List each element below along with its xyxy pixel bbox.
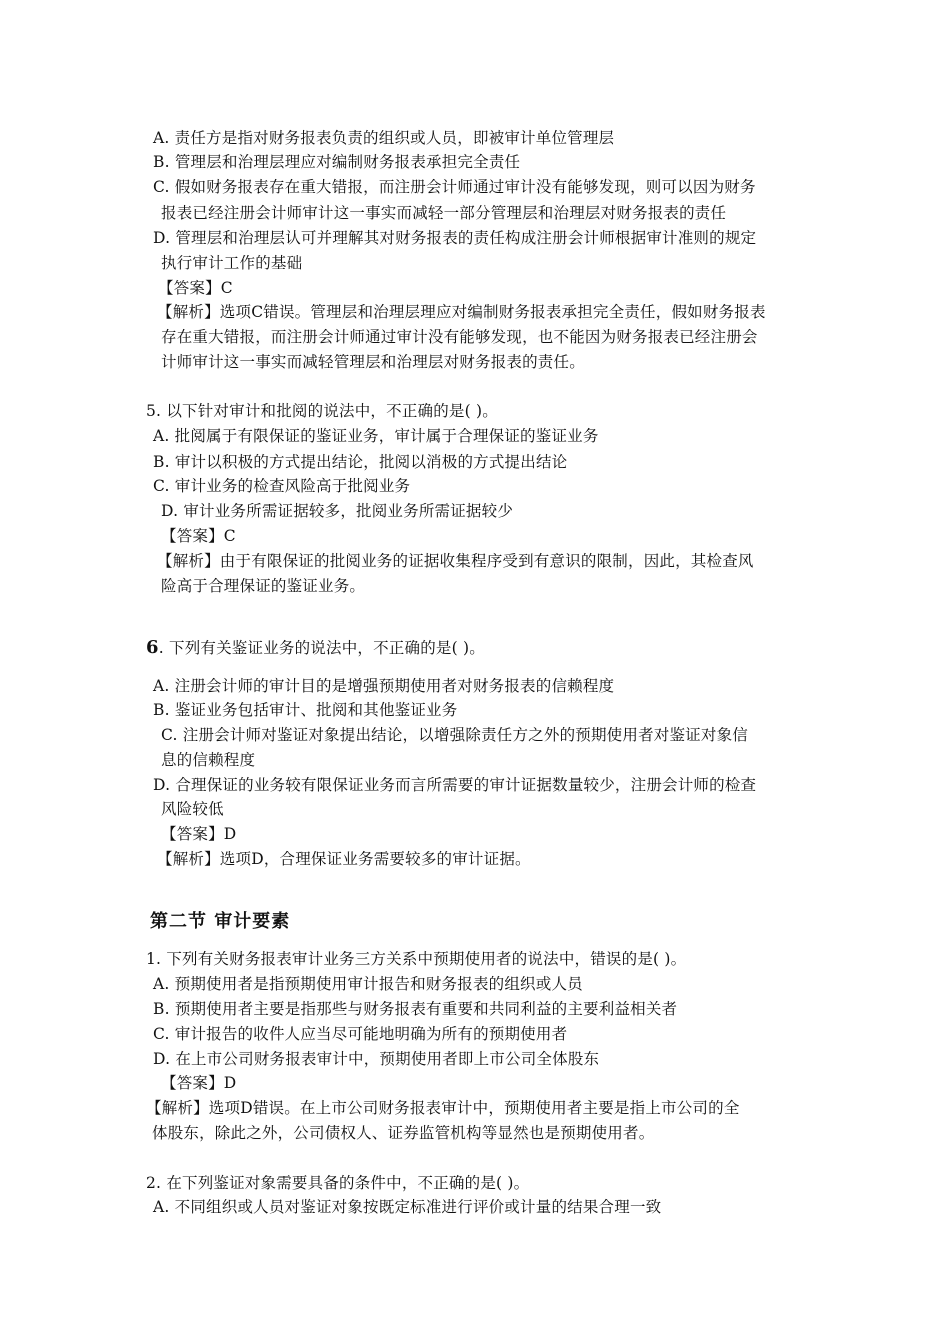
option-b: B. 预期使用者主要是指那些与财务报表有重要和共同利益的主要利益相关者	[153, 1000, 678, 1018]
question-number: 6	[146, 637, 159, 658]
answer: 【答案】C	[161, 527, 236, 545]
option-a: A. 责任方是指对财务报表负责的组织或人员，即被审计单位管理层	[153, 129, 615, 147]
question-text: 2. 在下列鉴证对象需要具备的条件中，不正确的是( )。	[146, 1174, 530, 1192]
answer: 【答案】D	[161, 825, 237, 843]
option-c: C. 审计报告的收件人应当尽可能地明确为所有的预期使用者	[153, 1025, 568, 1043]
option-d-cont: 风险较低	[161, 800, 224, 818]
option-d: D. 管理层和治理层认可并理解其对财务报表的责任构成注册会计师根据审计准则的规定	[153, 229, 757, 247]
option-d: D. 在上市公司财务报表审计中，预期使用者即上市公司全体股东	[153, 1050, 600, 1068]
answer: 【答案】D	[161, 1074, 237, 1092]
explanation: 【解析】选项D，合理保证业务需要较多的审计证据。	[157, 850, 531, 868]
question-text: 1. 下列有关财务报表审计业务三方关系中预期使用者的说法中，错误的是( )。	[146, 950, 687, 968]
answer: 【答案】C	[158, 279, 233, 297]
explanation-cont: 计师审计这一事实而减轻管理层和治理层对财务报表的责任。	[161, 353, 585, 371]
explanation: 【解析】选项C错误。管理层和治理层理应对编制财务报表承担完全责任，假如财务报表	[157, 303, 766, 321]
option-c: C. 注册会计师对鉴证对象提出结论，以增强除责任方之外的预期使用者对鉴证对象信	[161, 726, 748, 744]
question-text: 5. 以下针对审计和批阅的说法中，不正确的是( )。	[146, 402, 498, 420]
option-b: B. 审计以积极的方式提出结论，批阅以消极的方式提出结论	[153, 453, 568, 471]
explanation: 【解析】选项D错误。在上市公司财务报表审计中，预期使用者主要是指上市公司的全	[146, 1099, 740, 1117]
explanation-cont: 险高于合理保证的鉴证业务。	[161, 577, 366, 595]
option-c-cont: 息的信赖程度	[161, 751, 256, 769]
option-b: B. 鉴证业务包括审计、批阅和其他鉴证业务	[153, 701, 458, 719]
option-a: A. 不同组织或人员对鉴证对象按既定标准进行评价或计量的结果合理一致	[153, 1198, 662, 1216]
option-a: A. 注册会计师的审计目的是增强预期使用者对财务报表的信赖程度	[153, 677, 615, 695]
option-d-cont: 执行审计工作的基础	[161, 254, 303, 272]
option-c: C. 审计业务的检查风险高于批阅业务	[153, 477, 411, 495]
option-c: C. 假如财务报表存在重大错报，而注册会计师通过审计没有能够发现，则可以因为财务	[153, 178, 756, 196]
option-a: A. 批阅属于有限保证的鉴证业务，审计属于合理保证的鉴证业务	[153, 427, 599, 445]
explanation: 【解析】由于有限保证的批阅业务的证据收集程序受到有意识的限制，因此，其检查风	[157, 552, 754, 570]
option-d: D. 审计业务所需证据较多，批阅业务所需证据较少	[161, 502, 514, 520]
option-a: A. 预期使用者是指预期使用审计报告和财务报表的组织或人员	[153, 975, 583, 993]
explanation-cont: 存在重大错报，而注册会计师通过审计没有能够发现，也不能因为财务报表已经注册会	[161, 328, 758, 346]
option-b: B. 管理层和治理层理应对编制财务报表承担完全责任	[153, 153, 521, 171]
explanation-cont: 体股东，除此之外，公司债权人、证券监管机构等显然也是预期使用者。	[152, 1124, 655, 1142]
option-c-cont: 报表已经注册会计师审计这一事实而减轻一部分管理层和治理层对财务报表的责任	[161, 204, 727, 222]
question-text: 6. 下列有关鉴证业务的说法中，不正确的是( )。	[146, 637, 485, 658]
option-d: D. 合理保证的业务较有限保证业务而言所需要的审计证据数量较少，注册会计师的检查	[153, 776, 757, 794]
section-heading: 第二节 审计要素	[150, 911, 291, 932]
